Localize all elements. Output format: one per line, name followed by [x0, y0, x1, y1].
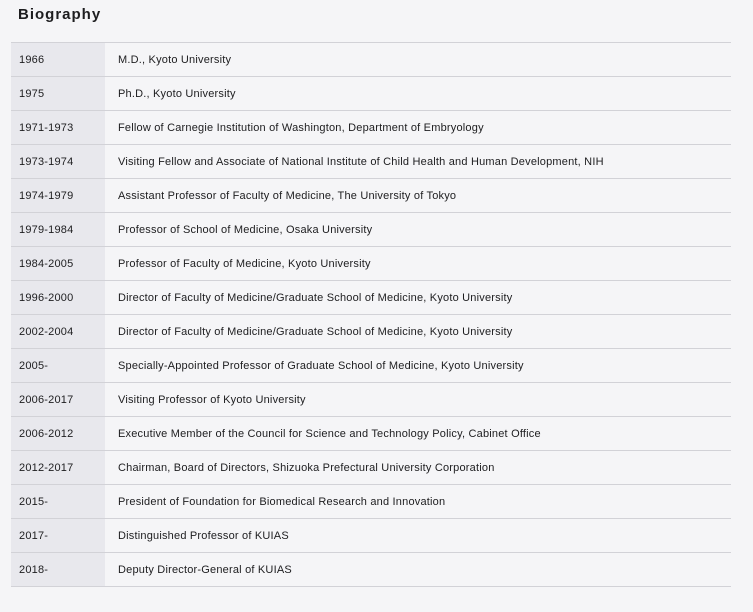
year-cell: 2006-2012: [11, 417, 105, 451]
description-cell: Ph.D., Kyoto University: [105, 77, 731, 111]
table-row: [11, 281, 731, 315]
description-cell: M.D., Kyoto University: [105, 43, 731, 77]
section-title: Biography: [18, 6, 102, 23]
description-cell: Visiting Professor of Kyoto University: [105, 383, 731, 417]
year-cell: 2017-: [11, 519, 105, 553]
table-row: [11, 553, 731, 587]
year-cell: 1984-2005: [11, 247, 105, 281]
description-cell: Distinguished Professor of KUIAS: [105, 519, 731, 553]
description-cell: Visiting Fellow and Associate of National Institute of Child Health and Human Development, NIH: [105, 145, 731, 179]
biography-table: [11, 42, 731, 587]
year-cell: 2006-2017: [11, 383, 105, 417]
table-row: [11, 77, 731, 111]
year-cell: 2018-: [11, 553, 105, 587]
table-row: [11, 485, 731, 519]
table-row: [11, 519, 731, 553]
year-cell: 1996-2000: [11, 281, 105, 315]
description-cell: Chairman, Board of Directors, Shizuoka Prefectural University Corporation: [105, 451, 731, 485]
description-cell: Director of Faculty of Medicine/Graduate School of Medicine, Kyoto University: [105, 281, 731, 315]
description-cell: Executive Member of the Council for Science and Technology Policy, Cabinet Office: [105, 417, 731, 451]
description-cell: Professor of Faculty of Medicine, Kyoto University: [105, 247, 731, 281]
table-row: [11, 451, 731, 485]
description-cell: Director of Faculty of Medicine/Graduate School of Medicine, Kyoto University: [105, 315, 731, 349]
year-cell: 1975: [11, 77, 105, 111]
year-cell: 2012-2017: [11, 451, 105, 485]
table-row: [11, 315, 731, 349]
table-row: [11, 349, 731, 383]
table-row: [11, 417, 731, 451]
year-cell: 1979-1984: [11, 213, 105, 247]
year-cell: 2015-: [11, 485, 105, 519]
table-row: [11, 247, 731, 281]
year-cell: 2005-: [11, 349, 105, 383]
description-cell: Assistant Professor of Faculty of Medicine, The University of Tokyo: [105, 179, 731, 213]
description-cell: Professor of School of Medicine, Osaka University: [105, 213, 731, 247]
table-row: [11, 383, 731, 417]
table-row: [11, 111, 731, 145]
description-cell: President of Foundation for Biomedical Research and Innovation: [105, 485, 731, 519]
description-cell: Specially-Appointed Professor of Graduate School of Medicine, Kyoto University: [105, 349, 731, 383]
table-row: [11, 179, 731, 213]
year-cell: 1973-1974: [11, 145, 105, 179]
year-cell: 1966: [11, 43, 105, 77]
year-cell: 1971-1973: [11, 111, 105, 145]
description-cell: Deputy Director-General of KUIAS: [105, 553, 731, 587]
table-row: [11, 43, 731, 77]
biography-table-body: [11, 43, 731, 587]
year-cell: 1974-1979: [11, 179, 105, 213]
description-cell: Fellow of Carnegie Institution of Washington, Department of Embryology: [105, 111, 731, 145]
table-row: [11, 145, 731, 179]
table-row: [11, 213, 731, 247]
year-cell: 2002-2004: [11, 315, 105, 349]
